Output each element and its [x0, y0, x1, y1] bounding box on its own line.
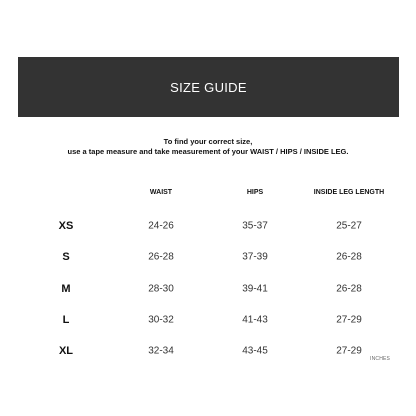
table-cell-hips: 43-45 [242, 345, 268, 357]
table-cell-waist: 30-32 [148, 314, 174, 326]
size-guide-banner [18, 57, 399, 117]
instructions-line-2: use a tape measure and take measurement of your WAIST / HIPS / INSIDE LEG. [67, 147, 349, 156]
page-title: SIZE GUIDE [170, 79, 247, 95]
instructions-line-1: To find your correct size, [163, 137, 253, 146]
size-label-xs: XS [58, 220, 74, 232]
table-cell-hips: 41-43 [242, 314, 268, 326]
size-label-xl: XL [58, 345, 74, 357]
table-cell-inside-leg: 26-28 [336, 251, 362, 263]
table-cell-waist: 26-28 [148, 251, 174, 263]
table-cell-hips: 35-37 [242, 220, 268, 232]
size-label-l: L [62, 314, 70, 326]
table-cell-hips: 39-41 [242, 283, 268, 295]
size-label-m: M [61, 283, 71, 295]
table-cell-waist: 32-34 [148, 345, 174, 357]
table-cell-inside-leg: 27-29 [336, 314, 362, 326]
column-header-hips: HIPS [246, 189, 264, 196]
table-cell-hips: 37-39 [242, 251, 268, 263]
column-header-waist: WAIST [149, 189, 173, 196]
column-header-inside-leg: INSIDE LEG LENGTH [313, 189, 385, 196]
table-cell-waist: 28-30 [148, 283, 174, 295]
table-cell-inside-leg: 25-27 [336, 220, 362, 232]
table-cell-inside-leg: 27-29 [336, 345, 362, 357]
unit-note: INCHES [370, 356, 391, 362]
table-cell-inside-leg: 26-28 [336, 283, 362, 295]
table-cell-waist: 24-26 [148, 220, 174, 232]
size-label-s: S [62, 251, 70, 263]
measurement-instructions [0, 137, 416, 157]
